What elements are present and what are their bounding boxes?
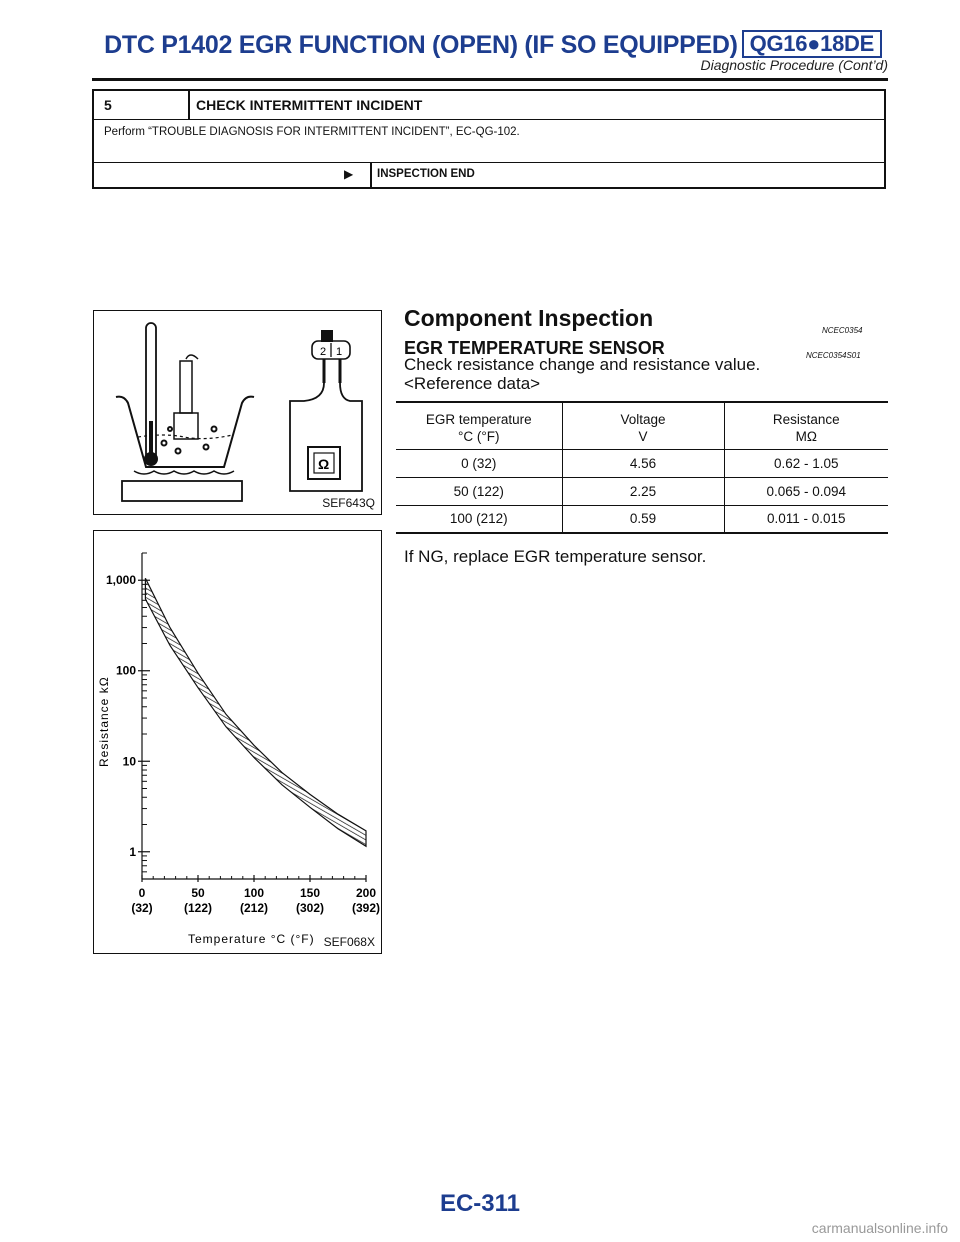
chart-y-tick-label: 1	[129, 844, 136, 859]
page-number: EC-311	[439, 1190, 521, 1217]
step-number: 5	[104, 97, 112, 113]
chart-x-tick-label: 0	[138, 886, 146, 900]
table-header-row	[396, 402, 888, 449]
chart-x-tick-label-f: (122)	[183, 901, 213, 915]
table-cell: 0.065 - 0.094	[724, 477, 888, 505]
chart-x-tick-label: 50	[191, 886, 205, 900]
chart-x-tick-label-f: (212)	[239, 901, 269, 915]
header-voltage: Voltage V	[562, 402, 724, 449]
step-result: INSPECTION END	[377, 168, 475, 180]
chart-y-tick-label: 1,000	[105, 573, 136, 588]
arrow-right-icon: ▶	[344, 167, 354, 181]
chart-x-tick-label-f: (32)	[131, 901, 153, 915]
table-cell: 0.011 - 0.015	[724, 505, 888, 533]
header-resistance: Resistance MΩ	[724, 402, 888, 449]
connector-pin-1: 1	[336, 346, 343, 358]
reference-data-table	[396, 401, 888, 534]
table-cell: 0.62 - 1.05	[724, 449, 888, 477]
ohm-icon: Ω	[318, 456, 330, 472]
watermark: carmanualsonline.info	[811, 1220, 948, 1236]
sensor-test-figure	[93, 310, 382, 515]
step-header	[94, 91, 884, 120]
table-cell: 2.25	[562, 477, 724, 505]
chart-y-tick-label: 10	[122, 754, 136, 769]
table-cell: 0.59	[562, 505, 724, 533]
sensor-test-illustration	[94, 311, 380, 513]
connector-pin-2: 2	[320, 346, 327, 358]
step-box	[92, 89, 886, 189]
table-cell: 50 (122)	[453, 483, 504, 499]
chart-x-tick-label-f: (392)	[351, 901, 380, 915]
resistance-chart-figure	[93, 530, 382, 954]
header-rule	[92, 78, 888, 81]
resistance-chart	[94, 531, 380, 952]
chart-y-label: Resistance kΩ	[97, 676, 111, 767]
table-row	[396, 477, 888, 505]
section-code: NCEC0354	[822, 326, 863, 335]
table-row	[396, 505, 888, 533]
ng-instruction: If NG, replace EGR temperature sensor.	[404, 547, 707, 566]
page-title	[0, 30, 882, 60]
check-instruction: Check resistance change and resistance value.	[404, 355, 761, 374]
reference-label: <Reference data>	[404, 374, 541, 393]
table-row	[396, 449, 888, 477]
chart-y-tick-label: 100	[115, 663, 136, 678]
step-instruction: Perform “TROUBLE DIAGNOSIS FOR INTERMITTENT INCIDENT”, EC-QG-102.	[104, 126, 520, 138]
chart-x-label: Temperature °C (°F)	[188, 932, 315, 946]
page-subtitle: Diagnostic Procedure (Cont’d)	[700, 57, 888, 73]
chart-x-tick-label: 100	[243, 886, 265, 900]
result-divider	[370, 163, 372, 187]
resistance-band	[145, 578, 366, 846]
table-cell: 0 (32)	[461, 455, 497, 471]
table-cell: 100 (212)	[449, 511, 508, 527]
page-title-text: DTC P1402 EGR FUNCTION (OPEN) (IF SO EQUIPPED)	[104, 31, 738, 59]
chart-x-tick-label-f: (302)	[295, 901, 325, 915]
section-title: Component Inspection	[404, 305, 654, 331]
table-cell: 4.56	[562, 449, 724, 477]
chart-x-tick-label: 200	[355, 886, 377, 900]
figure-code: SEF643Q	[322, 496, 375, 510]
subsection-code: NCEC0354S01	[806, 351, 861, 360]
figure-code: SEF068X	[323, 935, 375, 949]
step-result-row	[94, 162, 884, 187]
step-title: CHECK INTERMITTENT INCIDENT	[196, 97, 423, 113]
subsection-title: EGR TEMPERATURE SENSOR	[404, 338, 665, 358]
header-temperature: EGR temperature °C (°F)	[425, 412, 532, 444]
engine-badge: QG16●18DE	[742, 30, 882, 58]
step-divider	[188, 91, 190, 119]
chart-x-tick-label: 150	[299, 886, 321, 900]
